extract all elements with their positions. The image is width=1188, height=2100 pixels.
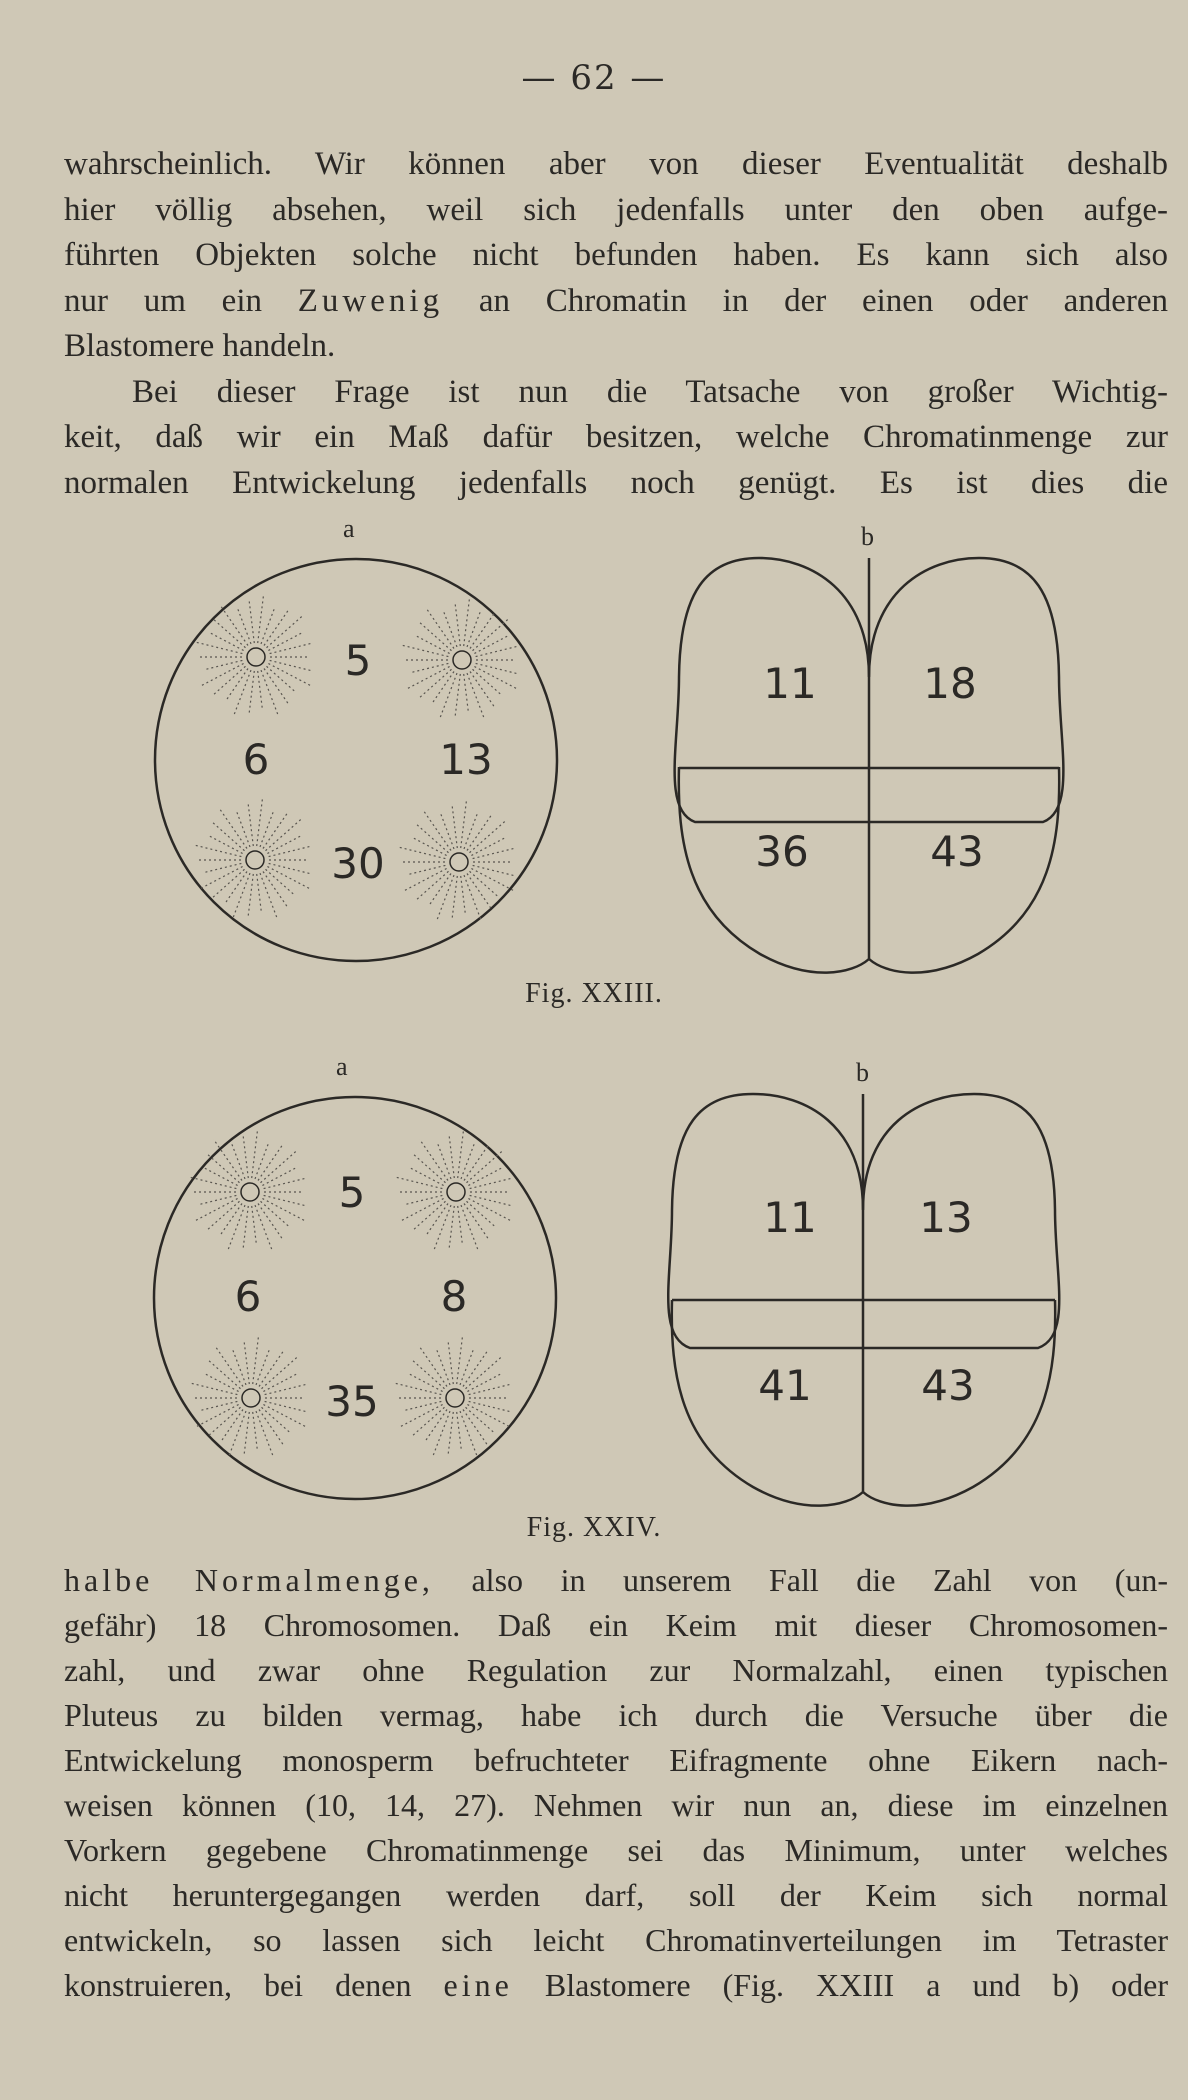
text-line: nicht heruntergegangen werden darf, soll der Keim sich normal: [64, 1877, 1168, 1913]
aster-ray: [249, 671, 254, 715]
aster-ray: [441, 813, 454, 849]
aster-ray: [416, 636, 450, 654]
text-fragment: an Chromatin in der einen oder anderen: [478, 282, 1169, 319]
quadrant-count: 43: [921, 1361, 975, 1410]
aster-ray: [455, 602, 460, 646]
aster-ray: [452, 804, 457, 848]
top-paragraph: [64, 142, 1168, 506]
quadrant-count: 18: [923, 659, 977, 708]
quadrant-count: 13: [919, 1193, 973, 1242]
text-line: [64, 1963, 1168, 2008]
aster-ray: [438, 1143, 451, 1179]
aster-ray: [248, 874, 253, 918]
aster-ray: [262, 1407, 290, 1432]
aster-ray: [267, 666, 295, 691]
aster-ray: [258, 1144, 283, 1180]
aster-rays: [189, 1335, 308, 1458]
aster-ray: [466, 1407, 494, 1432]
aster-ray: [252, 1206, 257, 1244]
emphasized-word: Zuwenig: [297, 282, 444, 319]
aster-ray: [473, 848, 516, 859]
centrosome: [453, 651, 471, 669]
aster-ray: [257, 874, 262, 912]
aster-ray: [409, 1374, 443, 1392]
aster-ray: [402, 869, 446, 892]
aster-ray: [194, 642, 243, 654]
aster-ray: [467, 611, 480, 647]
aster-ray: [262, 1168, 296, 1186]
aster-ray: [256, 1349, 269, 1385]
aster-ray: [268, 633, 302, 651]
aster-ray: [258, 671, 263, 709]
emphasized-phrase: halbe Normalmenge,: [64, 1562, 434, 1598]
text-line: gefähr) 18 Chromosomen. Daß ein Keim mit dieser Chromosomen-: [64, 1607, 1168, 1643]
aster-ray: [209, 836, 243, 854]
figure-sublabel-a: a: [343, 514, 355, 543]
aster-ray: [248, 802, 253, 846]
aster-ray: [467, 874, 492, 910]
aster-ray: [263, 872, 288, 908]
aster-ray: [243, 1134, 248, 1178]
aster-ray: [469, 1384, 512, 1395]
aster-ray: [461, 876, 466, 914]
aster-ray: [463, 1350, 488, 1386]
aster-ray: [398, 1405, 442, 1428]
aster-ray: [263, 1405, 307, 1428]
quadrant-count: 36: [755, 827, 809, 876]
aster-ray: [268, 664, 312, 687]
aster-ray: [193, 1199, 237, 1222]
text-line: Entwickelung monosperm befruchteter Eifragmente ohne Eikern nach-: [64, 1742, 1168, 1778]
aster-ray: [249, 599, 254, 643]
text-line: weisen können (10, 14, 27). Nehmen wir nun an, diese im einzelnen: [64, 1787, 1168, 1823]
aster-ray: [261, 608, 274, 644]
page-number: — 62 —: [521, 58, 667, 98]
aster-ray: [467, 1150, 504, 1183]
aster-ray: [270, 643, 313, 654]
aster-ray: [461, 799, 467, 849]
bottom-paragraph: [64, 1558, 1168, 2008]
aster-ray: [193, 845, 242, 857]
aster-ray: [265, 1384, 308, 1395]
chromosome-count: 35: [325, 1377, 379, 1426]
aster-ray: [264, 1195, 307, 1206]
quadrant-count: 41: [758, 1361, 812, 1410]
emphasized-word: eine: [443, 1967, 513, 2003]
aster-ray: [476, 646, 519, 657]
aster-ray: [473, 669, 501, 694]
figure-sublabel-b: b: [856, 1058, 869, 1087]
figure-caption: Fig. XXIV.: [526, 1512, 662, 1543]
chromosome-count: 30: [331, 839, 385, 888]
aster-ray: [393, 1383, 442, 1395]
aster-ray: [258, 594, 264, 644]
chromosome-count: 5: [338, 1168, 366, 1217]
aster-ray: [394, 1177, 443, 1189]
aster-ray: [199, 664, 243, 687]
aster-ray: [449, 1206, 454, 1250]
aster-rays: [393, 1335, 512, 1458]
aster-rays: [194, 594, 313, 717]
text-line: normalen Entwickelung jedenfalls noch genügt. Es ist dies die: [64, 464, 1168, 501]
aster-ray: [397, 847, 446, 859]
aster-ray: [464, 1204, 489, 1240]
figure-xxiii-drawing: [0, 512, 1188, 992]
aster-ray: [455, 674, 460, 718]
aster-ray: [437, 1349, 450, 1385]
aster-ray: [263, 812, 288, 848]
aster-ray: [464, 1144, 489, 1180]
chromosome-count: 6: [242, 735, 270, 784]
text-line: zahl, und zwar ohne Regulation zur Normalzahl, einen typischen: [64, 1652, 1168, 1688]
four-cell-stage: [668, 1094, 1059, 1506]
aster-ray: [233, 1349, 246, 1385]
aster-ray: [467, 1201, 495, 1226]
aster-ray: [463, 1410, 488, 1446]
text-line: hier völlig absehen, weil sich jedenfalls unter den oben aufge-: [64, 191, 1168, 228]
aster-ray: [200, 1195, 237, 1204]
aster-ray: [252, 1129, 258, 1179]
aster-ray: [258, 1204, 283, 1240]
chromosome-count: 5: [344, 636, 372, 685]
aster-ray: [413, 838, 447, 856]
aster-ray: [405, 667, 449, 690]
aster-ray: [470, 672, 495, 708]
aster-ray: [444, 611, 457, 647]
figure-sublabel-b: b: [861, 522, 874, 551]
aster-ray: [262, 1356, 299, 1389]
aster-ray: [259, 1410, 284, 1446]
aster-ray: [264, 609, 289, 645]
aster-ray: [244, 1412, 249, 1456]
aster-ray: [470, 1195, 513, 1206]
text-line: Vorkern gegebene Chromatinmenge sei das Minimum, unter welches: [64, 1832, 1168, 1868]
aster-ray: [270, 660, 313, 671]
aster-ray: [261, 1150, 298, 1183]
text-line: wahrscheinlich. Wir können aber von dieser Eventualität deshalb: [64, 146, 1168, 182]
aster-ray: [457, 1335, 463, 1385]
text-line: [64, 279, 1168, 325]
aster-ray: [448, 1340, 453, 1384]
figure-xxiv-drawing: [0, 1050, 1188, 1530]
quadrant-count: 11: [763, 659, 817, 708]
aster-ray: [457, 1412, 462, 1450]
aster-ray: [460, 1349, 473, 1385]
aster-ray: [266, 818, 303, 851]
aster-ray: [410, 1168, 444, 1186]
aster-ray: [458, 1129, 464, 1179]
aster-ray: [260, 811, 273, 847]
aster-ray: [448, 1412, 453, 1456]
aster-ray: [470, 820, 507, 853]
aster-ray: [257, 797, 263, 847]
centrosome: [247, 648, 265, 666]
aster-ray: [265, 1401, 308, 1412]
text-line: entwickeln, so lassen sich leicht Chromatinverteilungen im Tetraster: [64, 1922, 1168, 1958]
text-fragment: Blastomere (Fig. XXIII a und b) oder: [544, 1967, 1169, 2003]
aster-ray: [269, 863, 312, 874]
aster-ray: [470, 612, 495, 648]
aster-ray: [471, 869, 515, 892]
tetraster-circle: [154, 1097, 556, 1499]
aster-ray: [464, 813, 477, 849]
aster-ray: [449, 1134, 454, 1178]
aster-ray: [466, 1356, 503, 1389]
aster-ray: [205, 1374, 239, 1392]
figure-xxiv: [0, 1050, 1188, 1560]
aster-ray: [400, 645, 449, 657]
centrosome: [450, 853, 468, 871]
aster-ray: [467, 814, 492, 850]
aster-ray: [264, 1178, 307, 1189]
four-cell-stage: [675, 558, 1064, 973]
aster-ray: [476, 663, 519, 674]
text-line: Blastomere handeln.: [64, 328, 336, 364]
aster-ray: [406, 1195, 443, 1204]
centrosome: [447, 1183, 465, 1201]
chromosome-count: 8: [440, 1272, 468, 1321]
aster-ray: [255, 1143, 268, 1179]
aster-ray: [264, 669, 289, 705]
text-line: Bei dieser Frage ist nun die Tatsache von großer Wichtig-: [132, 373, 1168, 410]
aster-ray: [237, 811, 250, 847]
aster-ray: [267, 836, 301, 854]
aster-ray: [210, 633, 244, 651]
aster-ray: [469, 1401, 512, 1412]
aster-ray: [201, 1401, 238, 1410]
chromosome-count: 6: [234, 1272, 262, 1321]
aster-ray: [204, 1168, 238, 1186]
aster-ray: [468, 1199, 512, 1222]
aster-rays: [394, 1129, 513, 1252]
aster-ray: [409, 865, 446, 874]
centrosome: [241, 1183, 259, 1201]
aster-ray: [188, 1177, 237, 1189]
aster-ray: [471, 838, 505, 856]
text-line: führten Objekten solche nicht befunden haben. Es kann sich also: [64, 237, 1168, 273]
aster-ray: [253, 1335, 259, 1385]
aster-ray: [468, 1168, 502, 1186]
centrosome: [446, 1389, 464, 1407]
figure-xxiii: [0, 512, 1188, 1022]
tetraster-circle: [155, 559, 557, 961]
aster-ray: [259, 1350, 284, 1386]
aster-ray: [467, 1405, 511, 1428]
centrosome: [246, 851, 264, 869]
aster-ray: [262, 1199, 306, 1222]
aster-ray: [198, 867, 242, 890]
aster-rays: [400, 597, 519, 720]
text-fragment: also in unserem Fall die Zahl von (un-: [471, 1562, 1169, 1598]
aster-ray: [206, 660, 243, 669]
aster-ray: [205, 863, 242, 872]
text-fragment: konstruieren, bei denen: [64, 1967, 412, 2003]
aster-ray: [452, 876, 457, 920]
aster-ray: [194, 1405, 238, 1428]
aster-ray: [267, 867, 311, 890]
aster-ray: [473, 865, 516, 876]
chromosome-count: 13: [439, 735, 493, 784]
quadrant-count: 11: [763, 1193, 817, 1242]
aster-ray: [238, 608, 251, 644]
aster-ray: [412, 663, 449, 672]
aster-rays: [188, 1129, 307, 1252]
text-line: [64, 1558, 1168, 1603]
aster-rays: [193, 797, 312, 920]
aster-ray: [269, 846, 312, 857]
quadrant-count: 43: [930, 827, 984, 876]
text-fragment: nur um ein: [64, 282, 262, 319]
text-line: keit, daß wir ein Maß dafür besitzen, welche Chromatinmenge zur: [64, 419, 1168, 455]
aster-ray: [261, 1201, 289, 1226]
aster-ray: [253, 1412, 258, 1450]
figure-caption: Fig. XXIII.: [525, 978, 663, 1009]
aster-ray: [405, 1401, 442, 1410]
aster-ray: [474, 667, 518, 690]
centrosome: [242, 1389, 260, 1407]
aster-ray: [467, 1374, 501, 1392]
aster-ray: [263, 1374, 297, 1392]
aster-ray: [243, 1206, 248, 1250]
aster-ray: [232, 1143, 245, 1179]
text-line: Pluteus zu bilden vermag, habe ich durch die Versuche über die: [64, 1697, 1168, 1733]
aster-ray: [474, 636, 508, 654]
aster-ray: [470, 1178, 513, 1189]
aster-ray: [458, 1206, 463, 1244]
aster-ray: [470, 871, 498, 896]
aster-ray: [461, 1143, 474, 1179]
aster-ray: [267, 615, 304, 648]
aster-ray: [189, 1383, 238, 1395]
aster-ray: [266, 869, 294, 894]
aster-ray: [244, 1340, 249, 1384]
aster-ray: [464, 674, 469, 712]
aster-ray: [399, 1199, 443, 1222]
figure-sublabel-a: a: [336, 1052, 348, 1081]
aster-ray: [464, 597, 470, 647]
